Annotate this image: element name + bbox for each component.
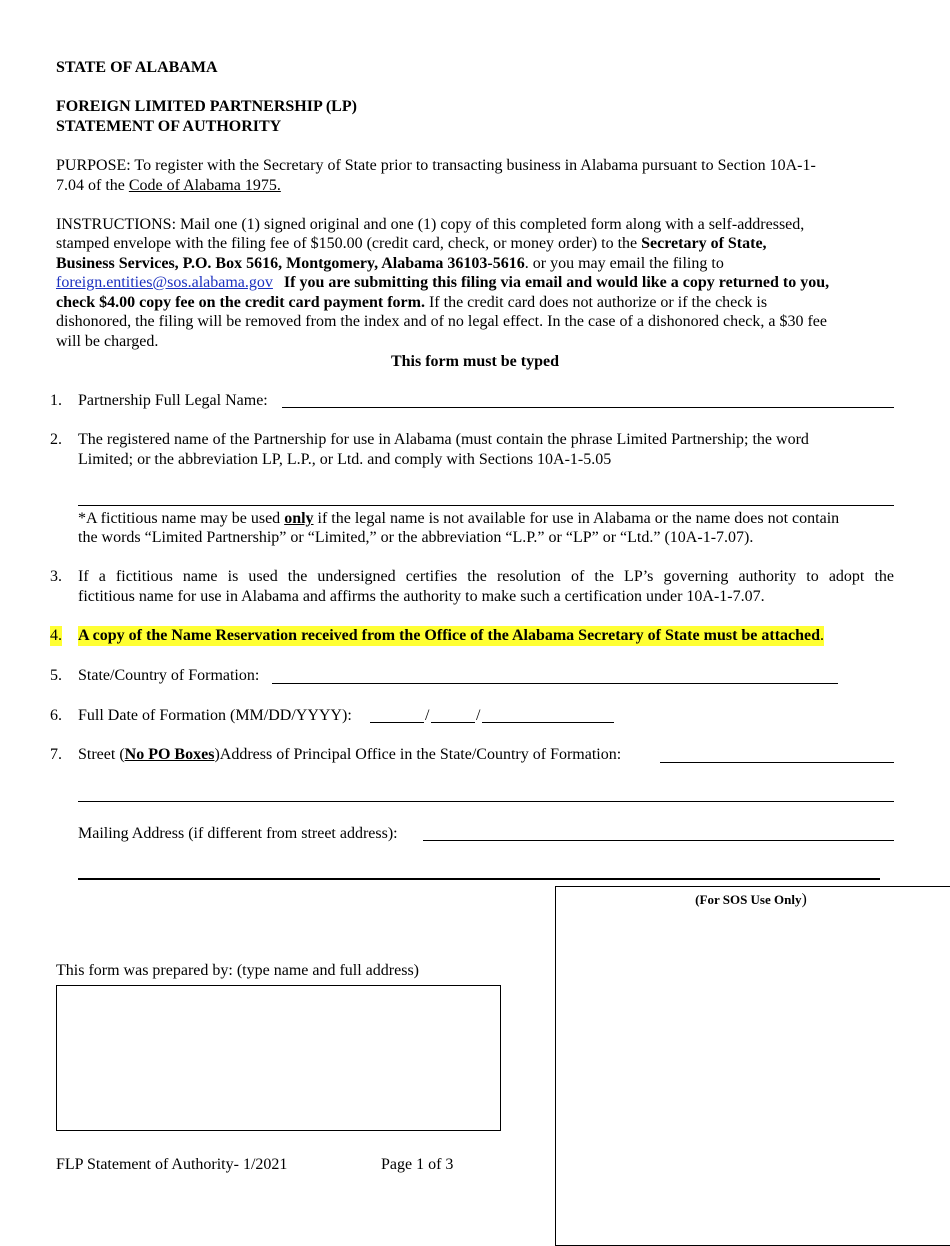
form-title-line2: STATEMENT OF AUTHORITY — [56, 118, 282, 135]
form-title-line1: FOREIGN LIMITED PARTNERSHIP (LP) — [56, 98, 357, 115]
purpose-line1: PURPOSE: To register with the Secretary of State prior to transacting business in Alabama pursuant to Section 10A-1- — [56, 157, 816, 174]
item-number: 6. — [50, 707, 62, 724]
sos-use-label — [556, 890, 946, 910]
formation-year-field[interactable] — [482, 722, 614, 723]
legal-name-field[interactable] — [282, 407, 894, 408]
item-number: 7. — [50, 746, 62, 763]
label-text: Street ( — [78, 746, 125, 763]
formation-date-label: Full Date of Formation (MM/DD/YYYY): — [78, 707, 352, 724]
note-text: if the legal name is not available for use in Alabama or the name does not contain — [313, 510, 840, 527]
label-text: )Address of Principal Office in the State/Country of Formation: — [214, 746, 622, 763]
instructions-line3 — [56, 254, 724, 274]
sos-use-paren: ) — [801, 891, 807, 908]
fictitious-note-line1 — [78, 509, 839, 529]
item-number: 4. — [50, 627, 62, 644]
prepared-by-label: This form was prepared by: (type name and full address) — [56, 962, 419, 979]
name-reservation-notice — [78, 626, 824, 646]
note-only: only — [284, 510, 314, 527]
state-heading: STATE OF ALABAMA — [56, 59, 218, 76]
instructions-line4 — [56, 273, 829, 293]
mailing-address-field-line2[interactable] — [78, 878, 880, 880]
registered-name-line1: The registered name of the Partnership for use in Alabama (must contain the phrase Limited Partnership; the word — [78, 431, 809, 448]
mailing-address-field[interactable] — [423, 840, 894, 841]
instructions-line5 — [56, 293, 767, 313]
item-number: 1. — [50, 392, 62, 409]
email-copy-notice: If you are submitting this filing via email and would like a copy returned to you, — [283, 274, 830, 291]
instructions-sos: Secretary of State, — [641, 235, 767, 252]
item-number: 2. — [50, 431, 62, 448]
purpose-line2 — [56, 176, 281, 196]
principal-office-field[interactable] — [660, 762, 894, 763]
typed-notice: This form must be typed — [390, 353, 559, 370]
instructions-text: . or you may email the filing to — [524, 255, 724, 272]
certification-line2: fictitious name for use in Alabama and affirms the authority to make such a certification under 10A-1-7.07. — [78, 588, 765, 605]
item-number: 3. — [50, 568, 62, 585]
copy-fee-notice: check $4.00 copy fee on the credit card payment form. — [56, 294, 425, 311]
instructions-line2 — [56, 234, 767, 254]
principal-office-field-line2[interactable] — [78, 801, 894, 802]
purpose-prefix: 7.04 of the — [56, 177, 129, 194]
code-reference: Code of Alabama 1975. — [128, 177, 281, 194]
mailing-address: Business Services, P.O. Box 5616, Montgomery, Alabama 36103-5616 — [56, 255, 525, 272]
sos-use-text: (For SOS Use Only — [695, 892, 802, 907]
formation-day-field[interactable] — [431, 722, 475, 723]
notice-text: A copy of the Name Reservation received from the Office of the Alabama Secretary of State must be attached — [78, 627, 821, 644]
note-text: *A fictitious name may be used — [78, 510, 285, 527]
page-number: Page 1 of 3 — [381, 1156, 454, 1173]
date-separator: / — [425, 707, 430, 724]
fictitious-note-line2: the words “Limited Partnership” or “Limited,” or the abbreviation “L.P.” or “LP” or “Ltd.” (10A-1-7.07). — [78, 529, 754, 546]
mailing-address-label: Mailing Address (if different from street address): — [78, 825, 398, 842]
instructions-line6: dishonored, the filing will be removed from the index and of no legal effect. In the case of a dishonored check, a $30 fee — [56, 313, 827, 330]
registered-name-field[interactable] — [78, 505, 894, 506]
principal-office-label — [78, 745, 621, 765]
certification-line1: If a fictitious name is used the undersigned certifies the resolution of the LP’s governing authority to adopt the — [78, 568, 894, 585]
instructions-text: If the credit card does not authorize or if the check is — [424, 294, 768, 311]
email-link[interactable]: foreign.entities@sos.alabama.gov — [56, 274, 273, 291]
no-po-boxes: No PO Boxes — [124, 746, 215, 763]
instructions-line1: INSTRUCTIONS: Mail one (1) signed original and one (1) copy of this completed form along with a self-addressed, — [56, 216, 805, 233]
notice-period: . — [820, 627, 825, 644]
instructions-line7: will be charged. — [56, 333, 159, 350]
item-number: 5. — [50, 667, 62, 684]
formation-country-label: State/Country of Formation: — [78, 667, 260, 684]
formation-month-field[interactable] — [370, 722, 424, 723]
prepared-by-field[interactable] — [56, 985, 501, 1131]
instructions-text: stamped envelope with the filing fee of $150.00 (credit card, check, or money order) to the — [56, 235, 642, 252]
formation-country-field[interactable] — [272, 683, 838, 684]
legal-name-label: Partnership Full Legal Name: — [78, 392, 268, 409]
date-separator: / — [476, 707, 481, 724]
form-id: FLP Statement of Authority- 1/2021 — [56, 1156, 288, 1173]
sos-use-box — [555, 886, 950, 1246]
registered-name-line2: Limited; or the abbreviation LP, L.P., or Ltd. and comply with Sections 10A-1-5.05 — [78, 451, 612, 468]
